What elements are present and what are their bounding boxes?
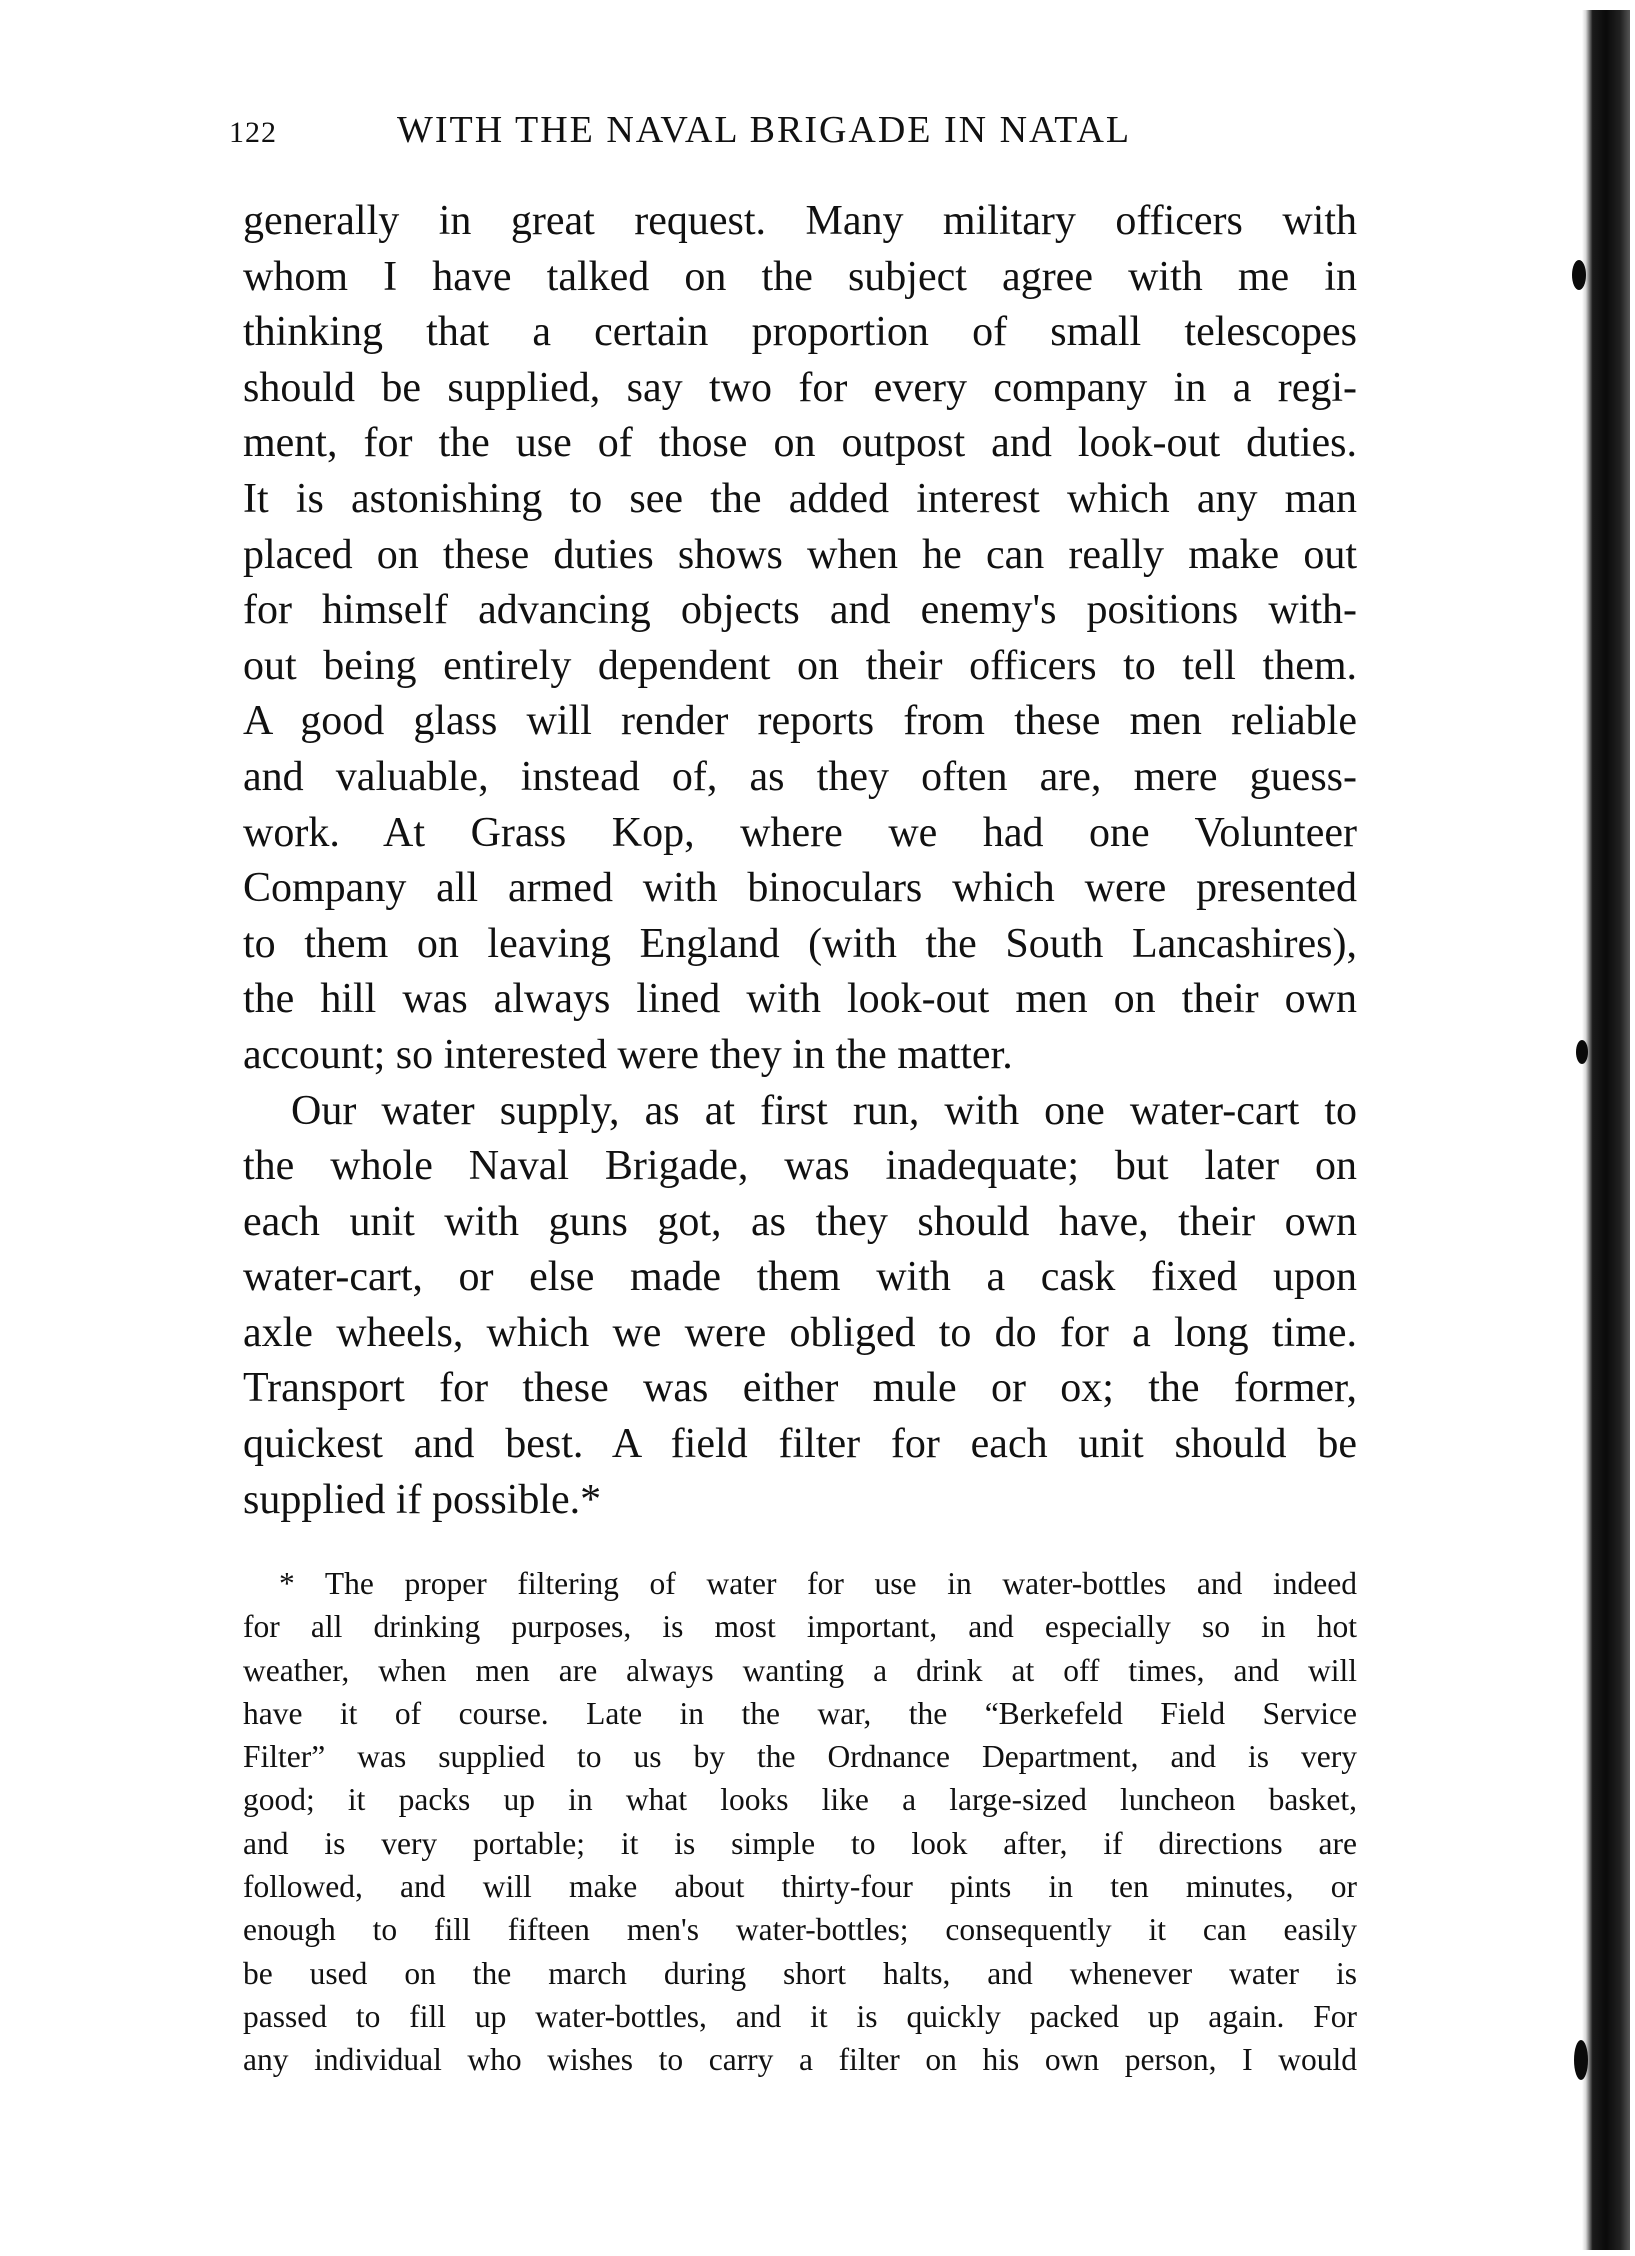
- footnote-line: followed, and will make about thirty-four pints in ten minutes, or: [243, 1869, 1357, 1905]
- footnote-line: any individual who wishes to carry a filter on his own person, I would: [243, 2042, 1357, 2078]
- body-line: Transport for these was either mule or ox; the former,: [243, 1365, 1357, 1412]
- body-line: should be supplied, say two for every company in a regi-: [243, 364, 1357, 411]
- footnote-line: have it of course. Late in the war, the “Berkefeld Field Service: [243, 1695, 1357, 1731]
- body-line: ment, for the use of those on outpost and look-out duties.: [243, 420, 1357, 467]
- body-line: Company all armed with binoculars which were presented: [243, 865, 1357, 912]
- footnote-line: * The proper filtering of water for use in water-bottles and indeed: [279, 1566, 1357, 1601]
- footnote-line: Filter” was supplied to us by the Ordnance Department, and is very: [243, 1739, 1357, 1775]
- body-line: placed on these duties shows when he can really make out: [243, 531, 1357, 578]
- binding-speck: [1572, 260, 1586, 290]
- footnote-line: passed to fill up water-bottles, and it is quickly packed up again. For: [243, 1998, 1357, 2034]
- footnote-line: be used on the march during short halts, and whenever water is: [243, 1955, 1357, 1991]
- body-line: work. At Grass Kop, where we had one Volunteer: [243, 809, 1357, 856]
- footnote-line: weather, when men are always wanting a drink at off times, and will: [243, 1652, 1357, 1688]
- binding-speck: [1574, 2040, 1588, 2080]
- binding-speck: [1576, 1040, 1588, 1064]
- body-line: generally in great request. Many military officers with: [243, 198, 1357, 244]
- body-line: Our water supply, as at first run, with one water-cart to: [291, 1087, 1357, 1134]
- body-text: [243, 194, 1357, 1528]
- body-line: and valuable, instead of, as they often are, mere guess-: [243, 753, 1357, 800]
- body-line: out being entirely dependent on their officers to tell them.: [243, 642, 1357, 689]
- body-line: for himself advancing objects and enemy's positions with-: [243, 587, 1357, 634]
- body-line: whom I have talked on the subject agree with me in: [243, 253, 1357, 300]
- body-line: each unit with guns got, as they should have, their own: [243, 1198, 1357, 1245]
- body-line: supplied if possible.*: [243, 1476, 602, 1523]
- body-line: to them on leaving England (with the South Lancashires),: [243, 920, 1357, 967]
- body-line: account; so interested were they in the matter.: [243, 1031, 1013, 1078]
- body-line: axle wheels, which we were obliged to do for a long time.: [243, 1309, 1357, 1356]
- body-line: quickest and best. A field filter for each unit should be: [243, 1421, 1357, 1468]
- footnote-line: and is very portable; it is simple to look after, if directions are: [243, 1825, 1357, 1861]
- body-line: A good glass will render reports from these men reliable: [243, 698, 1357, 745]
- body-line: It is astonishing to see the added interest which any man: [243, 475, 1357, 522]
- page-header: [229, 108, 1359, 164]
- running-title: WITH THE NAVAL BRIGADE IN NATAL: [397, 109, 1132, 151]
- binding-edge: [1582, 10, 1630, 2250]
- footnote-line: good; it packs up in what looks like a large-sized luncheon basket,: [243, 1782, 1357, 1818]
- footnote-line: for all drinking purposes, is most important, and especially so in hot: [243, 1609, 1357, 1645]
- page-number: 122: [229, 116, 277, 149]
- footnote-line: enough to fill fifteen men's water-bottles; consequently it can easily: [243, 1912, 1357, 1948]
- body-line: the whole Naval Brigade, was inadequate; but later on: [243, 1143, 1357, 1190]
- body-line: water-cart, or else made them with a cask fixed upon: [243, 1254, 1357, 1301]
- footnote: [243, 1562, 1357, 2082]
- body-line: the hill was always lined with look-out men on their own: [243, 976, 1357, 1023]
- body-line: thinking that a certain proportion of small telescopes: [243, 309, 1357, 356]
